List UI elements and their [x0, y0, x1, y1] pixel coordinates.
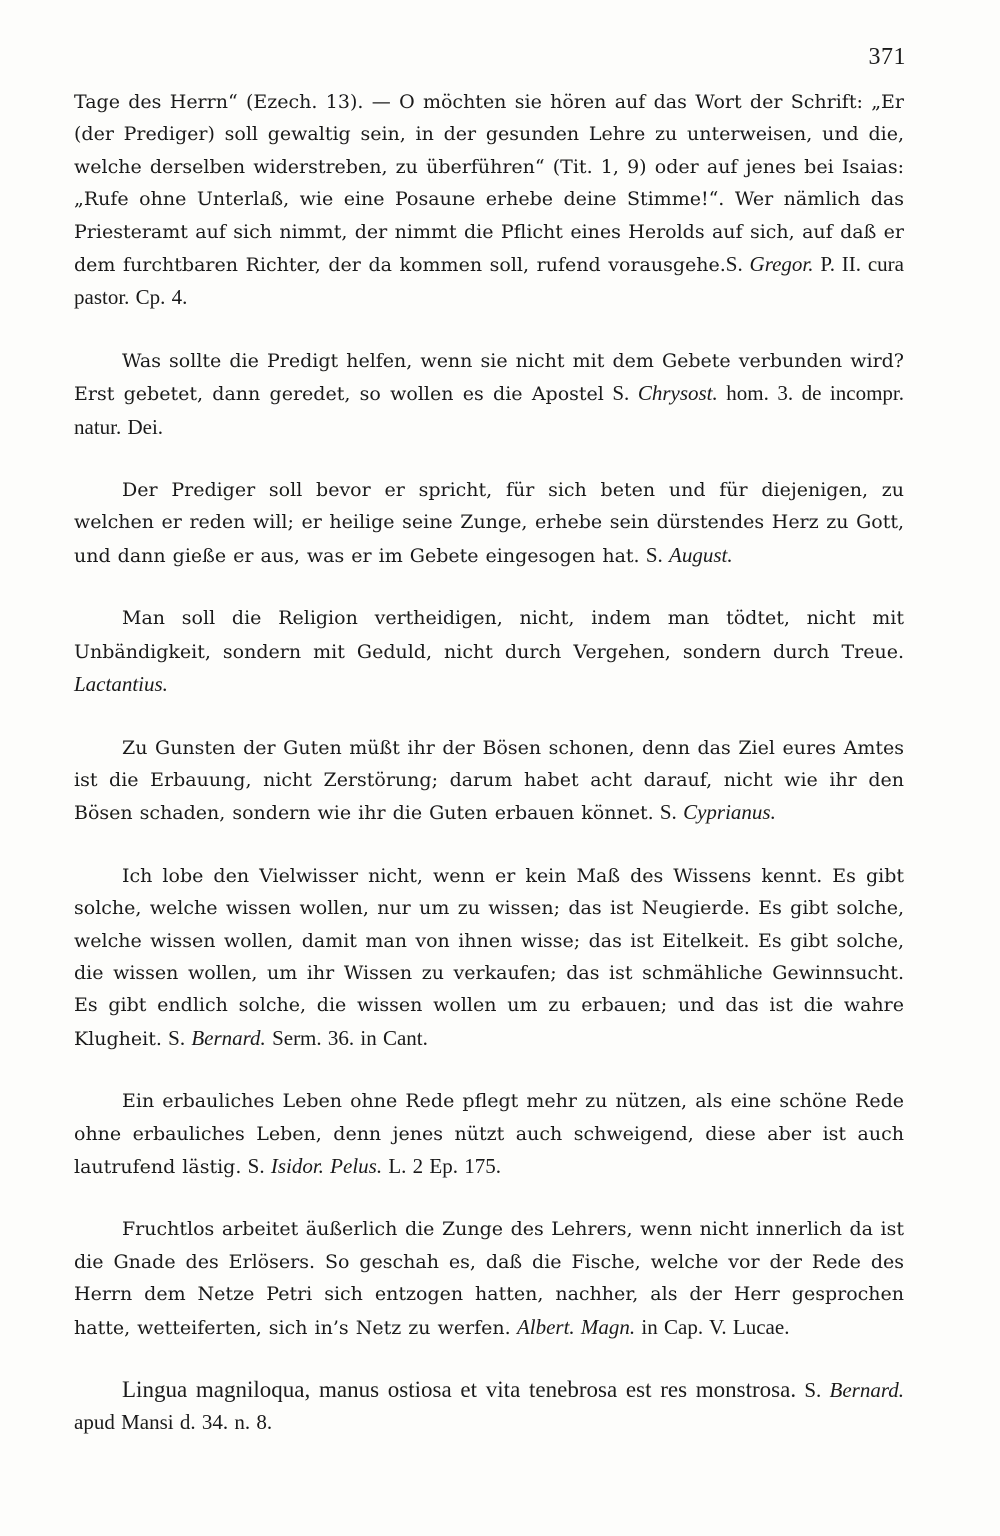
citation-author: Lactantius. [74, 672, 168, 697]
paragraph-2 [74, 345, 904, 444]
paragraph-text: Ich lobe den Vielwisser nicht, wenn er kein Maß des Wissens kennt. Es gibt solche, welche wissen wollen, nur um zu wissen; das ist Neugierde. Es gibt solche, welche wissen wollen, damit man von ihnen wisse; das ist Eitelkeit. Es gibt solche, die wissen wollen, um ihr Wissen zu verkaufen; das ist schmähliche Gewinnsucht. Es gibt endlich solche, die wissen wollen um zu erbauen; und das ist die wahre Klugheit. [74, 864, 904, 1050]
paragraph-text: Tage des Herrn“ (Ezech. 13). — O möchten sie hören auf das Wort der Schrift: „Er (der Prediger) soll gewaltig sein, in der gesunden Lehre zu unterweisen, und die, welche derselben widerstreben, zu überführen“ (Tit. 1, 9) oder auf jenes bei Isaias: „Rufe ohne Unterlaß, wie eine Posaune erhebe deine Stimme!“. Wer nämlich das Priesteramt auf sich nimmt, der nimmt die Pflicht eines Herolds auf sich, auf daß er dem furchtbaren Richter, der da kommen soll, rufend vorausgehe. [74, 91, 904, 277]
paragraph-text: Lingua magniloqua, manus ostiosa et vita tenebrosa est res monstrosa. [122, 1377, 797, 1402]
citation-author: Chrysost. [637, 381, 718, 406]
citation-author: Cyprianus. [683, 800, 776, 825]
citation-author: Albert. Magn. [516, 1314, 636, 1339]
citation-source: in Cap. V. Lucae. [635, 1314, 790, 1339]
citation-source: hom. 3. de incompr. natur. Dei. [74, 381, 904, 439]
paragraph-text: Der Prediger soll bevor er spricht, für sich beten und für diejenigen, zu welchen er reden will; er heilige seine Zunge, erhebe sein dürstendes Herz zu Gott, und dann gieße er aus, was er im Gebete eingesogen hat. [74, 479, 904, 567]
citation-author: Isidor. Pelus. [270, 1153, 383, 1178]
citation-author: Gregor. [749, 252, 814, 277]
citation [162, 1026, 428, 1050]
citation-prefix: S. [603, 381, 638, 406]
paragraph-6 [74, 860, 904, 1055]
citation [241, 1154, 501, 1178]
citation-prefix: S. [241, 1153, 271, 1178]
citation-prefix: S. [161, 1025, 192, 1050]
citation [640, 543, 733, 567]
citation-prefix: S. [653, 800, 684, 825]
paragraph-5 [74, 732, 904, 830]
citation-author: Bernard. [829, 1378, 904, 1402]
paragraph-text: Was sollte die Predigt helfen, wenn sie nicht mit dem Gebete verbunden wird? Erst gebetet, dann geredet, so wollen es die Apostel [74, 349, 904, 406]
paragraph-4 [74, 602, 904, 701]
citation-prefix: S. [725, 252, 750, 277]
citation-source: Serm. 36. in Cant. [265, 1025, 428, 1050]
paragraph-7 [74, 1085, 904, 1183]
paragraph-9-latin [74, 1374, 904, 1439]
paragraph-text: Fruchtlos arbeitet äußerlich die Zunge des Lehrers, wenn nicht innerlich da ist die Gnade des Erlösers. So geschah es, daß die Fische, welche vor der Rede des Herrn dem Netze Petri sich entzogen hatten, nachher, als der Herr gesprochen hatte, wetteiferten, sich in’s Netz zu werfen. [74, 1218, 904, 1339]
citation-source: apud Mansi d. 34. n. 8. [74, 1410, 273, 1435]
citation-prefix: S. [796, 1378, 830, 1402]
citation-prefix: S. [639, 542, 670, 567]
citation-author: August. [669, 542, 733, 567]
paragraph-text: Zu Gunsten der Guten müßt ihr der Bösen schonen, denn das Ziel eures Amtes ist die Erbauung, nicht Zerstörung; darum habet acht darauf, nicht wie ihr den Bösen schaden, sondern wie ihr die Guten erbauen könnet. [74, 736, 904, 825]
page-body [74, 86, 904, 1469]
citation [654, 800, 776, 824]
paragraph-1 [74, 86, 904, 315]
page-number: 371 [868, 44, 906, 70]
citation-source: L. 2 Ep. 175. [382, 1153, 501, 1178]
citation-source: P. II. cura pastor. Cp. 4. [74, 252, 904, 310]
citation-author: Bernard. [191, 1025, 266, 1050]
paragraph-3 [74, 474, 904, 572]
citation [511, 1315, 790, 1339]
paragraph-text: Ein erbauliches Leben ohne Rede pflegt mehr zu nützen, als eine schöne Rede ohne erbauliches Leben, denn jenes nützt auch schweigend, diese aber ist auch lautrufend lästig. [74, 1090, 904, 1178]
paragraph-8 [74, 1213, 904, 1344]
paragraph-text: Man soll die Religion vertheidigen, nicht, indem man tödtet, nicht mit Unbändigkeit, sondern mit Geduld, nicht durch Vergehen, sondern durch Treue. [74, 607, 904, 663]
citation [74, 672, 168, 696]
